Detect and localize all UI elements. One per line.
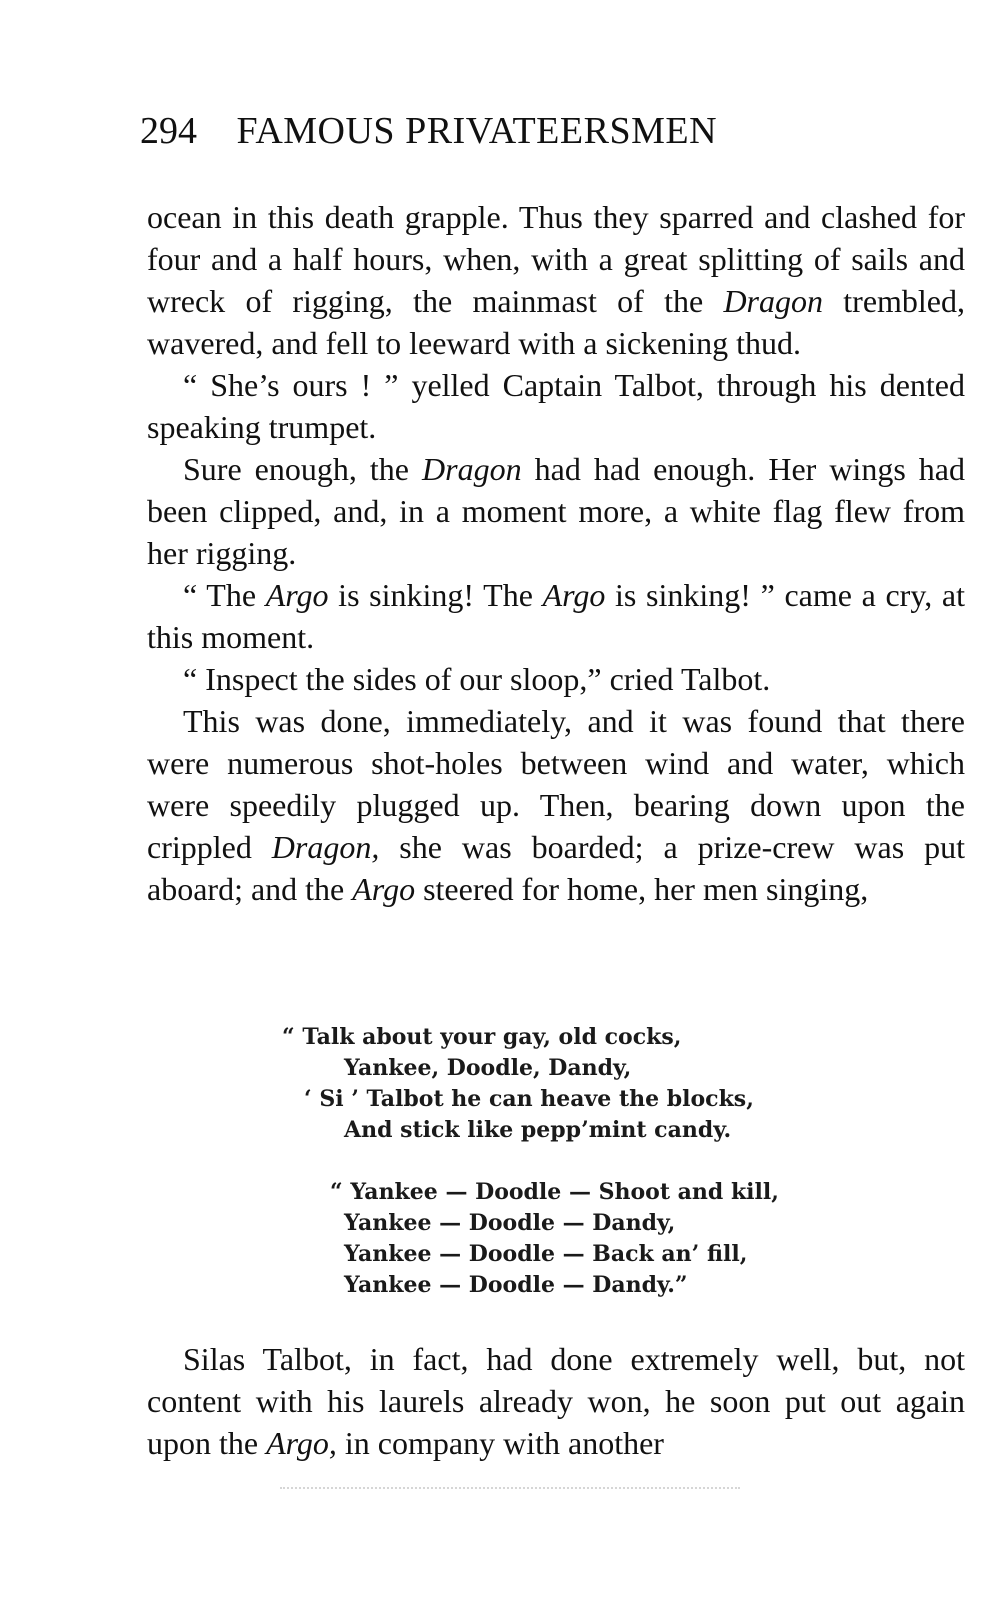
body-text-top	[147, 196, 965, 910]
running-title: FAMOUS PRIVATEERSMEN	[236, 110, 718, 152]
ship-name: Argo	[542, 577, 606, 613]
paragraph-6: This was done, immediately, and it was found that there were numerous shot-holes between wind and water, which were speedily plugged up. Then, bearing down upon the crippled Dragon, she was boarded; a prize-crew was put aboard; and the Argo steered for home, her men singing,	[147, 703, 966, 907]
ship-name: Dragon	[723, 283, 823, 319]
paragraph-5: “ Inspect the sides of our sloop,” cried Talbot.	[183, 661, 771, 697]
verse-line: “ Talk about your gay, old cocks,	[282, 1024, 682, 1050]
song-stanza-2	[330, 1177, 779, 1301]
paragraph-2: “ She’s ours ! ” yelled Captain Talbot, through his dented speaking trumpet.	[147, 367, 965, 445]
verse-line: Yankee — Doodle — Back an’ fill,	[344, 1241, 748, 1267]
ship-name: Argo	[352, 871, 416, 907]
ship-name: Dragon,	[271, 829, 380, 865]
paragraph-4: “ The Argo is sinking! The Argo is sinking! ” came a cry, at this moment.	[147, 577, 966, 655]
verse-line: ‘ Si ’ Talbot he can heave the blocks,	[304, 1086, 754, 1112]
page-number: 294	[140, 110, 197, 152]
verse-line: “ Yankee — Doodle — Shoot and kill,	[330, 1179, 779, 1205]
verse-line: And stick like pepp’mint candy.	[344, 1117, 732, 1143]
ship-name: Argo	[265, 577, 329, 613]
verse-line: Yankee — Doodle — Dandy.”	[344, 1272, 688, 1298]
song-stanza-1	[282, 1022, 754, 1146]
ship-name: Argo,	[266, 1425, 337, 1461]
verse-line: Yankee — Doodle — Dandy,	[344, 1210, 676, 1236]
cut-off-next-line	[280, 1487, 740, 1491]
paragraph-1: ocean in this death grapple. Thus they sparred and clashed for four and a half hours, when, with a great splitting of sails and wreck of rigging, the mainmast of the Dragon trembled, wavered, and fell to leeward with a sickening thud.	[147, 199, 966, 361]
body-text-bottom	[147, 1338, 965, 1464]
verse-line: Yankee, Doodle, Dandy,	[344, 1055, 632, 1081]
ship-name: Dragon	[422, 451, 522, 487]
page-header	[140, 106, 840, 156]
paragraph-3: Sure enough, the Dragon had had enough. Her wings had been clipped, and, in a moment more, a white flag flew from her rigging.	[147, 451, 966, 571]
paragraph-7: Silas Talbot, in fact, had done extremely well, but, not content with his laurels already won, he soon put out again upon the Argo, in company with another	[147, 1341, 965, 1461]
